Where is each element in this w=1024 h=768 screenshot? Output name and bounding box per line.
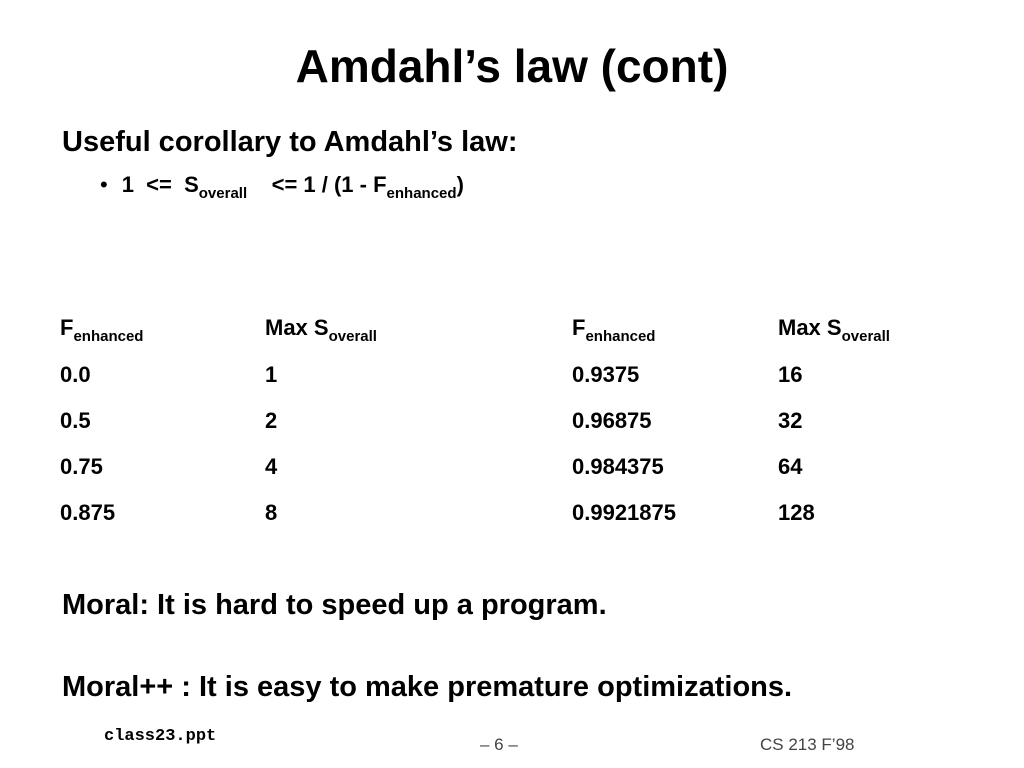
header-sub: overall <box>328 328 377 345</box>
footer-filename: class23.ppt <box>104 727 217 746</box>
table-cell: 0.875 <box>60 500 116 525</box>
header-main: F <box>572 315 586 340</box>
header-f-enhanced-2 <box>572 314 655 351</box>
formula-part3: ) <box>456 172 464 197</box>
table-cell: 2 <box>265 408 278 433</box>
header-sub: overall <box>841 328 890 345</box>
bullet-formula <box>100 170 464 209</box>
header-main: Max S <box>778 315 842 340</box>
subtitle: Useful corollary to Amdahl’s law: <box>62 126 518 158</box>
table-cell: 0.75 <box>60 454 103 479</box>
table-cell: 0.9921875 <box>572 500 676 525</box>
header-main: F <box>60 315 74 340</box>
moral-text: Moral: It is hard to speed up a program. <box>62 589 607 621</box>
table-cell: 0.5 <box>60 408 91 433</box>
formula-part1: 1 <= S <box>121 172 199 197</box>
table-cell: 128 <box>778 500 815 525</box>
header-main: Max S <box>265 315 329 340</box>
formula-sub1: overall <box>198 185 248 202</box>
header-max-s-overall-1 <box>265 314 377 351</box>
table-cell: 0.96875 <box>572 408 652 433</box>
footer-course: CS 213 F’98 <box>760 735 855 754</box>
footer-page-number: – 6 – <box>480 735 518 754</box>
table-cell: 16 <box>778 362 803 387</box>
table-cell: 0.0 <box>60 362 91 387</box>
moral-plus-text: Moral++ : It is easy to make premature optimizations. <box>62 671 793 703</box>
table-cell: 8 <box>265 500 278 525</box>
table-cell: 64 <box>778 454 803 479</box>
table-cell: 32 <box>778 408 803 433</box>
table-cell: 1 <box>265 362 278 387</box>
formula-sub2: enhanced <box>386 185 457 202</box>
slide-title: Amdahl’s law (cont) <box>295 40 729 92</box>
header-sub: enhanced <box>585 328 656 345</box>
table-cell: 0.9375 <box>572 362 640 387</box>
header-sub: enhanced <box>73 328 144 345</box>
bullet-marker: • <box>100 172 108 197</box>
table-cell: 4 <box>265 454 278 479</box>
formula-part2: <= 1 / (1 - F <box>247 172 387 197</box>
header-max-s-overall-2 <box>778 314 890 351</box>
table-cell: 0.984375 <box>572 454 664 479</box>
header-f-enhanced-1 <box>60 314 143 351</box>
